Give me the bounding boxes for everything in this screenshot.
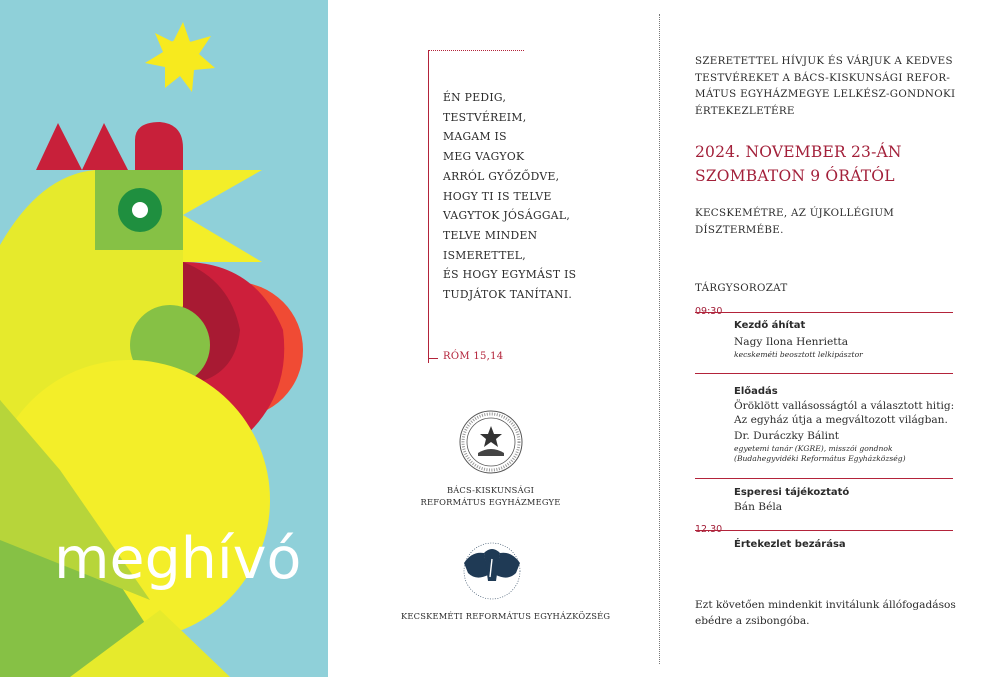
agenda-time: 09:30 [695, 306, 723, 317]
agenda-time: 12.30 [695, 524, 723, 535]
date-line: SZOMBATON 9 ÓRÁTÓL [695, 166, 895, 185]
agenda-title: TÁRGYSOROZAT [695, 282, 788, 294]
agenda-rule [695, 373, 953, 374]
agenda-item-title: Esperesi tájékoztató [734, 487, 850, 498]
comb-shape [36, 122, 183, 170]
lower-beak [183, 215, 262, 262]
quote-line: TESTVÉREIM, [443, 110, 527, 124]
agenda-item [734, 320, 964, 360]
cover-panel [0, 0, 328, 677]
upper-beak [183, 170, 262, 215]
agenda-talk-title: Az egyház útja a megváltozott világban. [734, 413, 948, 426]
closing-note [695, 598, 956, 629]
agenda-rule [695, 478, 953, 479]
fold-divider [659, 14, 660, 664]
quote-frame-bottom [428, 358, 438, 359]
agenda-item [734, 539, 964, 550]
quote-line: ÉS HOGY EGYMÁST IS [443, 268, 577, 282]
agenda-rule [695, 312, 953, 313]
place-line: KECSKEMÉTRE, AZ ÚJKOLLÉGIUM [695, 207, 895, 219]
agenda-item [734, 386, 964, 465]
congregation-caption: KECSKEMÉTI REFORMÁTUS EGYHÁZKÖZSÉG [401, 611, 611, 621]
agenda-speaker: Dr. Duráczky Bálint [734, 430, 840, 442]
invitation-intro [695, 53, 965, 119]
seal-icon [458, 409, 524, 475]
quote-line: ISMERETTEL, [443, 248, 526, 262]
quote-line: VAGYTOK JÓSÁGGAL, [443, 209, 571, 223]
sun-icon [145, 22, 215, 92]
quote-line: TUDJÁTOK TANÍTANI. [443, 288, 573, 302]
quote-reference: RÓM 15,14 [443, 351, 504, 362]
date-line: 2024. NOVEMBER 23-ÁN [695, 143, 902, 161]
agenda-rule [695, 530, 953, 531]
quote-frame-top [428, 50, 524, 51]
quote-line: HOGY TI IS TELVE [443, 189, 552, 203]
intro-line: ÉRTEKEZLETÉRE [695, 104, 795, 117]
quote-line: MEG VAGYOK [443, 150, 525, 164]
agenda-talk-title: Öröklött vallásosságtól a választott hitig: [734, 400, 955, 412]
diocese-caption-line: REFORMÁTUS EGYHÁZMEGYE [420, 496, 561, 507]
intro-line: MÁTUS EGYHÁZMEGYE LELKÉSZ-GONDNOKI [695, 88, 956, 100]
quote-line: MAGAM IS [443, 130, 507, 144]
bible-quote [443, 88, 576, 305]
agenda-speaker: Bán Béla [734, 501, 783, 513]
agenda-role: kecskeméti beosztott lelkipásztor [734, 349, 863, 359]
agenda-item-title: Kezdő áhítat [734, 320, 806, 331]
diocese-caption [408, 485, 573, 508]
closing-line: Ezt követően mindenkit invitálunk állófogadásos [695, 599, 956, 611]
closing-line: ebédre a zsibongóba. [695, 614, 810, 627]
intro-line: TESTVÉREKET A BÁCS-KISKUNSÁGI REFOR- [695, 71, 951, 84]
agenda-role: (Budahegyvidéki Református Egyházközség) [734, 454, 906, 463]
agenda-item-title: Előadás [734, 386, 778, 397]
agenda-speaker: Nagy Ilona Henrietta [734, 336, 849, 348]
intro-line: SZERETETTEL HÍVJUK ÉS VÁRJUK A KEDVES [695, 55, 953, 67]
pelican-seal-icon [458, 537, 526, 605]
event-date [695, 141, 902, 188]
quote-line: ÉN PEDIG, [443, 91, 507, 104]
event-place [695, 205, 894, 238]
agenda-item [734, 487, 964, 515]
place-line: DÍSZTERMÉBE. [695, 223, 784, 236]
quote-line: ARRÓL GYŐZŐDVE, [443, 169, 560, 183]
agenda-role: egyetemi tanár (KGRE), misszói gondnok [734, 443, 893, 453]
cover-title: meghívó [54, 526, 302, 592]
diocese-caption-line: BÁCS-KISKUNSÁGI [446, 485, 535, 495]
agenda-item-title: Értekezlet bezárása [734, 539, 846, 550]
quote-line: TELVE MINDEN [443, 228, 538, 242]
